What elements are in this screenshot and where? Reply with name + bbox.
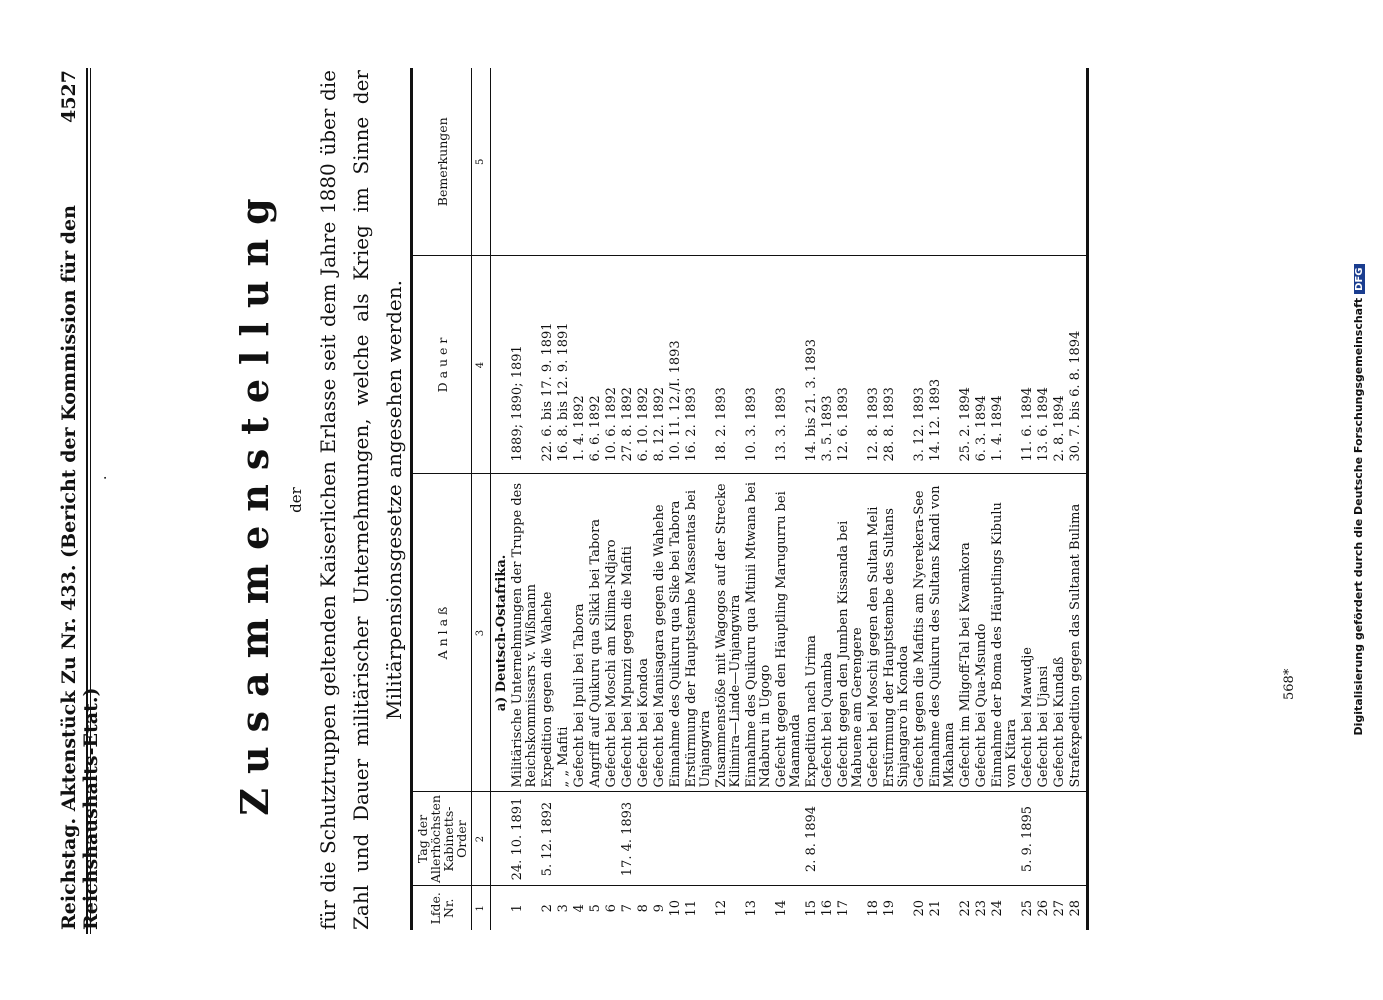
row-dauer: 1. 4. 1892 [572, 256, 588, 474]
row-number: 2 [540, 904, 555, 913]
row-number: 17 [836, 899, 851, 917]
row-anlass: Erstürmung der Hauptstembe Massentas bei Unjangwira [684, 474, 714, 792]
row-dauer: 10. 6. 1892 [604, 256, 620, 474]
row-anlass: Expedition gegen die Wahehe [540, 474, 556, 792]
row-anlass: Gefecht im Mligoff-Tal bei Kwamkora [958, 474, 974, 792]
row-anlass: Einnahme des Quikuru des Sultans Kandi von Mkahama [928, 474, 958, 792]
table-row [604, 68, 620, 930]
row-order-date [668, 792, 684, 886]
row-dauer: 10. 11. 12./I. 1893 [668, 256, 684, 474]
table-bottom-rule [1084, 68, 1088, 930]
row-dauer: 12. 6. 1893 [836, 256, 866, 474]
row-anlass: „ „ Mafiti [556, 474, 572, 792]
row-order-date [974, 792, 990, 886]
row-number: 18 [866, 899, 881, 917]
row-number: 19 [882, 899, 897, 917]
row-number: 9 [652, 904, 667, 913]
row-dauer: 3. 5. 1893 [820, 256, 836, 474]
row-bemerkungen [958, 68, 974, 256]
row-bemerkungen [636, 68, 652, 256]
row-order-date [866, 792, 882, 886]
row-order-date [1036, 792, 1052, 886]
table-row [836, 68, 866, 930]
table-row [958, 68, 974, 930]
row-dauer: 1. 4. 1894 [990, 256, 1020, 474]
row-number: 12 [714, 899, 729, 917]
row-number: 26 [1036, 899, 1051, 917]
row-bemerkungen [990, 68, 1020, 256]
col-header-anlass: A n l a ß [412, 474, 472, 792]
row-bemerkungen [604, 68, 620, 256]
row-anlass: Gefecht bei Ipuli bei Tabora [572, 474, 588, 792]
row-dauer: 12. 8. 1893 [866, 256, 882, 474]
row-number: 28 [1068, 899, 1083, 917]
col-number: 5 [472, 68, 491, 256]
header-page-number: 4527 [58, 70, 80, 123]
row-anlass: Strafexpedition gegen das Sultanat Bulima [1068, 474, 1084, 792]
row-dauer: 6. 10. 1892 [636, 256, 652, 474]
row-anlass: Gefecht bei Kondoa [636, 474, 652, 792]
row-bemerkungen [540, 68, 556, 256]
credit-text: Digitalisierung gefördert durch die Deutsche Forschungsgemeinschaft [1352, 297, 1365, 736]
header-rule-thin [90, 68, 91, 934]
dfg-logo: DFG [1354, 265, 1365, 294]
row-order-date [882, 792, 912, 886]
row-dauer: 22. 6. bis 17. 9. 1891 [540, 256, 556, 474]
row-order-date: 5. 9. 1895 [1020, 792, 1036, 886]
table-row [684, 68, 714, 930]
row-number: 27 [1052, 899, 1067, 917]
row-order-date [652, 792, 668, 886]
row-anlass: Zusammenstöße mit Wagogos auf der Strecke Kilimira—Linde—Unjangwira [714, 474, 744, 792]
table-row [620, 68, 636, 930]
table-row [990, 68, 1020, 930]
row-bemerkungen [866, 68, 882, 256]
row-bemerkungen [912, 68, 928, 256]
row-anlass: Gefecht bei Ujansi [1036, 474, 1052, 792]
row-bemerkungen [882, 68, 912, 256]
row-anlass: Einnahme des Quikuru qua Sike bei Tabora [668, 474, 684, 792]
row-bemerkungen [774, 68, 804, 256]
row-number: 4 [572, 904, 587, 913]
col-header-order: Tag der Allerhöchsten Kabinetts-Order [412, 792, 472, 886]
header-rule [86, 68, 88, 934]
col-header-bemerkungen: Bemerkungen [412, 68, 472, 256]
table-row [588, 68, 604, 930]
table-row [928, 68, 958, 930]
row-bemerkungen [1020, 68, 1036, 256]
row-bemerkungen [928, 68, 958, 256]
row-bemerkungen [572, 68, 588, 256]
row-anlass: Gefecht bei Quamba [820, 474, 836, 792]
row-anlass: Gefecht bei Manisagara gegen die Wahehe [652, 474, 668, 792]
row-number: 6 [604, 904, 619, 913]
table-row [1020, 68, 1036, 930]
row-dauer: 6. 6. 1892 [588, 256, 604, 474]
row-bemerkungen [652, 68, 668, 256]
row-order-date: 17. 4. 1893 [620, 792, 636, 886]
row-number: 20 [912, 899, 927, 917]
row-order-date [556, 792, 572, 886]
row-number: 16 [820, 899, 835, 917]
table-row [636, 68, 652, 930]
table-row [572, 68, 588, 930]
row-dauer: 2. 8. 1894 [1052, 256, 1068, 474]
table-row [1052, 68, 1068, 930]
row-number: 10 [668, 899, 683, 917]
row-order-date [588, 792, 604, 886]
section-row [491, 68, 511, 930]
title-connector: der [287, 487, 305, 513]
row-number: 22 [958, 899, 973, 917]
row-order-date [636, 792, 652, 886]
row-anlass: Gefecht gegen den Jumben Kissanda bei Mabuene am Gerengere [836, 474, 866, 792]
row-number: 24 [990, 899, 1005, 917]
row-anlass: Gefecht bei Mawudje [1020, 474, 1036, 792]
row-order-date [912, 792, 928, 886]
row-number: 15 [804, 899, 819, 917]
table-row [652, 68, 668, 930]
row-dauer: 1889; 1890; 1891 [510, 256, 540, 474]
row-bemerkungen [804, 68, 820, 256]
table-row [882, 68, 912, 930]
table-row [774, 68, 804, 930]
row-dauer: 18. 2. 1893 [714, 256, 744, 474]
row-dauer: 10. 3. 1893 [744, 256, 774, 474]
row-dauer: 14. 12. 1893 [928, 256, 958, 474]
row-dauer: 13. 3. 1893 [774, 256, 804, 474]
row-number: 5 [588, 904, 603, 913]
row-anlass: Gefecht gegen den Häuptling Marugurru bei Maamanda [774, 474, 804, 792]
row-number: 25 [1020, 899, 1035, 917]
row-order-date [1068, 792, 1084, 886]
row-anlass: Gefecht bei Kundaß [1052, 474, 1068, 792]
table-header-row [412, 68, 472, 930]
row-dauer: 6. 3. 1894 [974, 256, 990, 474]
row-number: 1 [510, 904, 525, 913]
row-order-date [744, 792, 774, 886]
row-bemerkungen [744, 68, 774, 256]
row-anlass: Gefecht bei Mpunzi gegen die Mafiti [620, 474, 636, 792]
row-order-date: 2. 8. 1894 [804, 792, 820, 886]
table-row [1036, 68, 1052, 930]
table-row [974, 68, 990, 930]
table-row [668, 68, 684, 930]
row-order-date [1052, 792, 1068, 886]
row-number: 3 [556, 904, 571, 913]
running-header [58, 70, 102, 930]
row-bemerkungen [1036, 68, 1052, 256]
row-dauer: 8. 12. 1892 [652, 256, 668, 474]
table-row [866, 68, 882, 930]
row-bemerkungen [510, 68, 540, 256]
row-dauer: 25. 2. 1894 [958, 256, 974, 474]
row-anlass: Angriff auf Quikuru qua Sikki bei Tabora [588, 474, 604, 792]
row-bemerkungen [714, 68, 744, 256]
row-bemerkungen [1068, 68, 1084, 256]
row-number: 21 [928, 899, 943, 917]
table-row [912, 68, 928, 930]
row-bemerkungen [556, 68, 572, 256]
row-anlass: Einnahme des Quikuru qua Mtinii Mtwana bei Ndaburu in Ugogo [744, 474, 774, 792]
table-row [820, 68, 836, 930]
row-dauer: 11. 6. 1894 [1020, 256, 1036, 474]
digitization-credit [1352, 0, 1365, 1000]
row-dauer: 13. 6. 1894 [1036, 256, 1052, 474]
row-order-date: 24. 10. 1891 [510, 792, 540, 886]
row-order-date [928, 792, 958, 886]
row-dauer: 14. bis 21. 3. 1893 [804, 256, 820, 474]
col-number: 4 [472, 256, 491, 474]
table-row [804, 68, 820, 930]
table-row [510, 68, 540, 930]
row-dauer: 28. 8. 1893 [882, 256, 912, 474]
row-order-date [990, 792, 1020, 886]
col-number: 1 [472, 886, 491, 930]
table-row [1068, 68, 1084, 930]
row-bemerkungen [836, 68, 866, 256]
section-heading: a) Deutsch-Ostafrika. [491, 474, 511, 792]
row-bemerkungen [620, 68, 636, 256]
table-row [556, 68, 572, 930]
row-dauer: 27. 8. 1892 [620, 256, 636, 474]
row-order-date [958, 792, 974, 886]
row-number: 13 [744, 899, 759, 917]
row-order-date [836, 792, 866, 886]
row-number: 11 [684, 899, 699, 917]
col-header-nr: Lfde. Nr. [412, 886, 472, 930]
col-number: 2 [472, 792, 491, 886]
row-bemerkungen [1052, 68, 1068, 256]
row-bemerkungen [974, 68, 990, 256]
row-order-date [572, 792, 588, 886]
row-number: 14 [774, 899, 789, 917]
row-order-date: 5. 12. 1892 [540, 792, 556, 886]
row-anlass: Erstürmung der Hauptstembe des Sultans Sinjangaro in Kondoa [882, 474, 912, 792]
row-anlass: Gefecht bei Qua-Msundo [974, 474, 990, 792]
table-row [540, 68, 556, 930]
col-number: 3 [472, 474, 491, 792]
row-number: 7 [620, 904, 635, 913]
row-order-date [820, 792, 836, 886]
table-row [714, 68, 744, 930]
row-dauer: 16. 8. bis 12. 9. 1891 [556, 256, 572, 474]
row-order-date [684, 792, 714, 886]
row-dauer: 16. 2. 1893 [684, 256, 714, 474]
row-anlass: Einnahme der Boma des Häuptlings Kibulu von Kitara [990, 474, 1020, 792]
table-row [744, 68, 774, 930]
row-dauer: 30. 7. bis 6. 8. 1894 [1068, 256, 1084, 474]
row-anlass: Gefecht bei Moschi gegen den Sultan Meli [866, 474, 882, 792]
row-anlass: Expedition nach Urima [804, 474, 820, 792]
row-anlass: Militärische Unternehmungen der Truppe des Reichskommissars v. Wißmann [510, 474, 540, 792]
row-bemerkungen [684, 68, 714, 256]
footnote-mark: 568* [1282, 668, 1297, 700]
row-anlass: Gefecht bei Moschi am Kilima-Ndjaro [604, 474, 620, 792]
row-order-date [774, 792, 804, 886]
row-anlass: Gefecht gegen die Mafitis am Nyerekera-See [912, 474, 928, 792]
dot-mark: · [98, 475, 114, 480]
row-order-date [604, 792, 620, 886]
row-dauer: 3. 12. 1893 [912, 256, 928, 474]
row-bemerkungen [668, 68, 684, 256]
row-number: 23 [974, 899, 989, 917]
row-bemerkungen [820, 68, 836, 256]
column-number-row [472, 68, 491, 930]
row-bemerkungen [588, 68, 604, 256]
row-number: 8 [636, 904, 651, 913]
document-title: Zusammenstellung [232, 184, 277, 816]
row-order-date [714, 792, 744, 886]
header-left: Reichstag. Aktenstück Zu Nr. 433. (Bericht der Kommission für den Reichshaushalts-Etat.) [58, 205, 102, 930]
col-header-dauer: D a u e r [412, 256, 472, 474]
document-subtitle: für die Schutztruppen geltenden Kaiserlichen Erlasse seit dem Jahre 1880 über die Zahl und Dauer militärischer Unternehmungen, welche als Krieg im Sinne der Militärpensionsgesetze angesehen werden. [316, 70, 406, 930]
operations-table [410, 68, 1089, 930]
